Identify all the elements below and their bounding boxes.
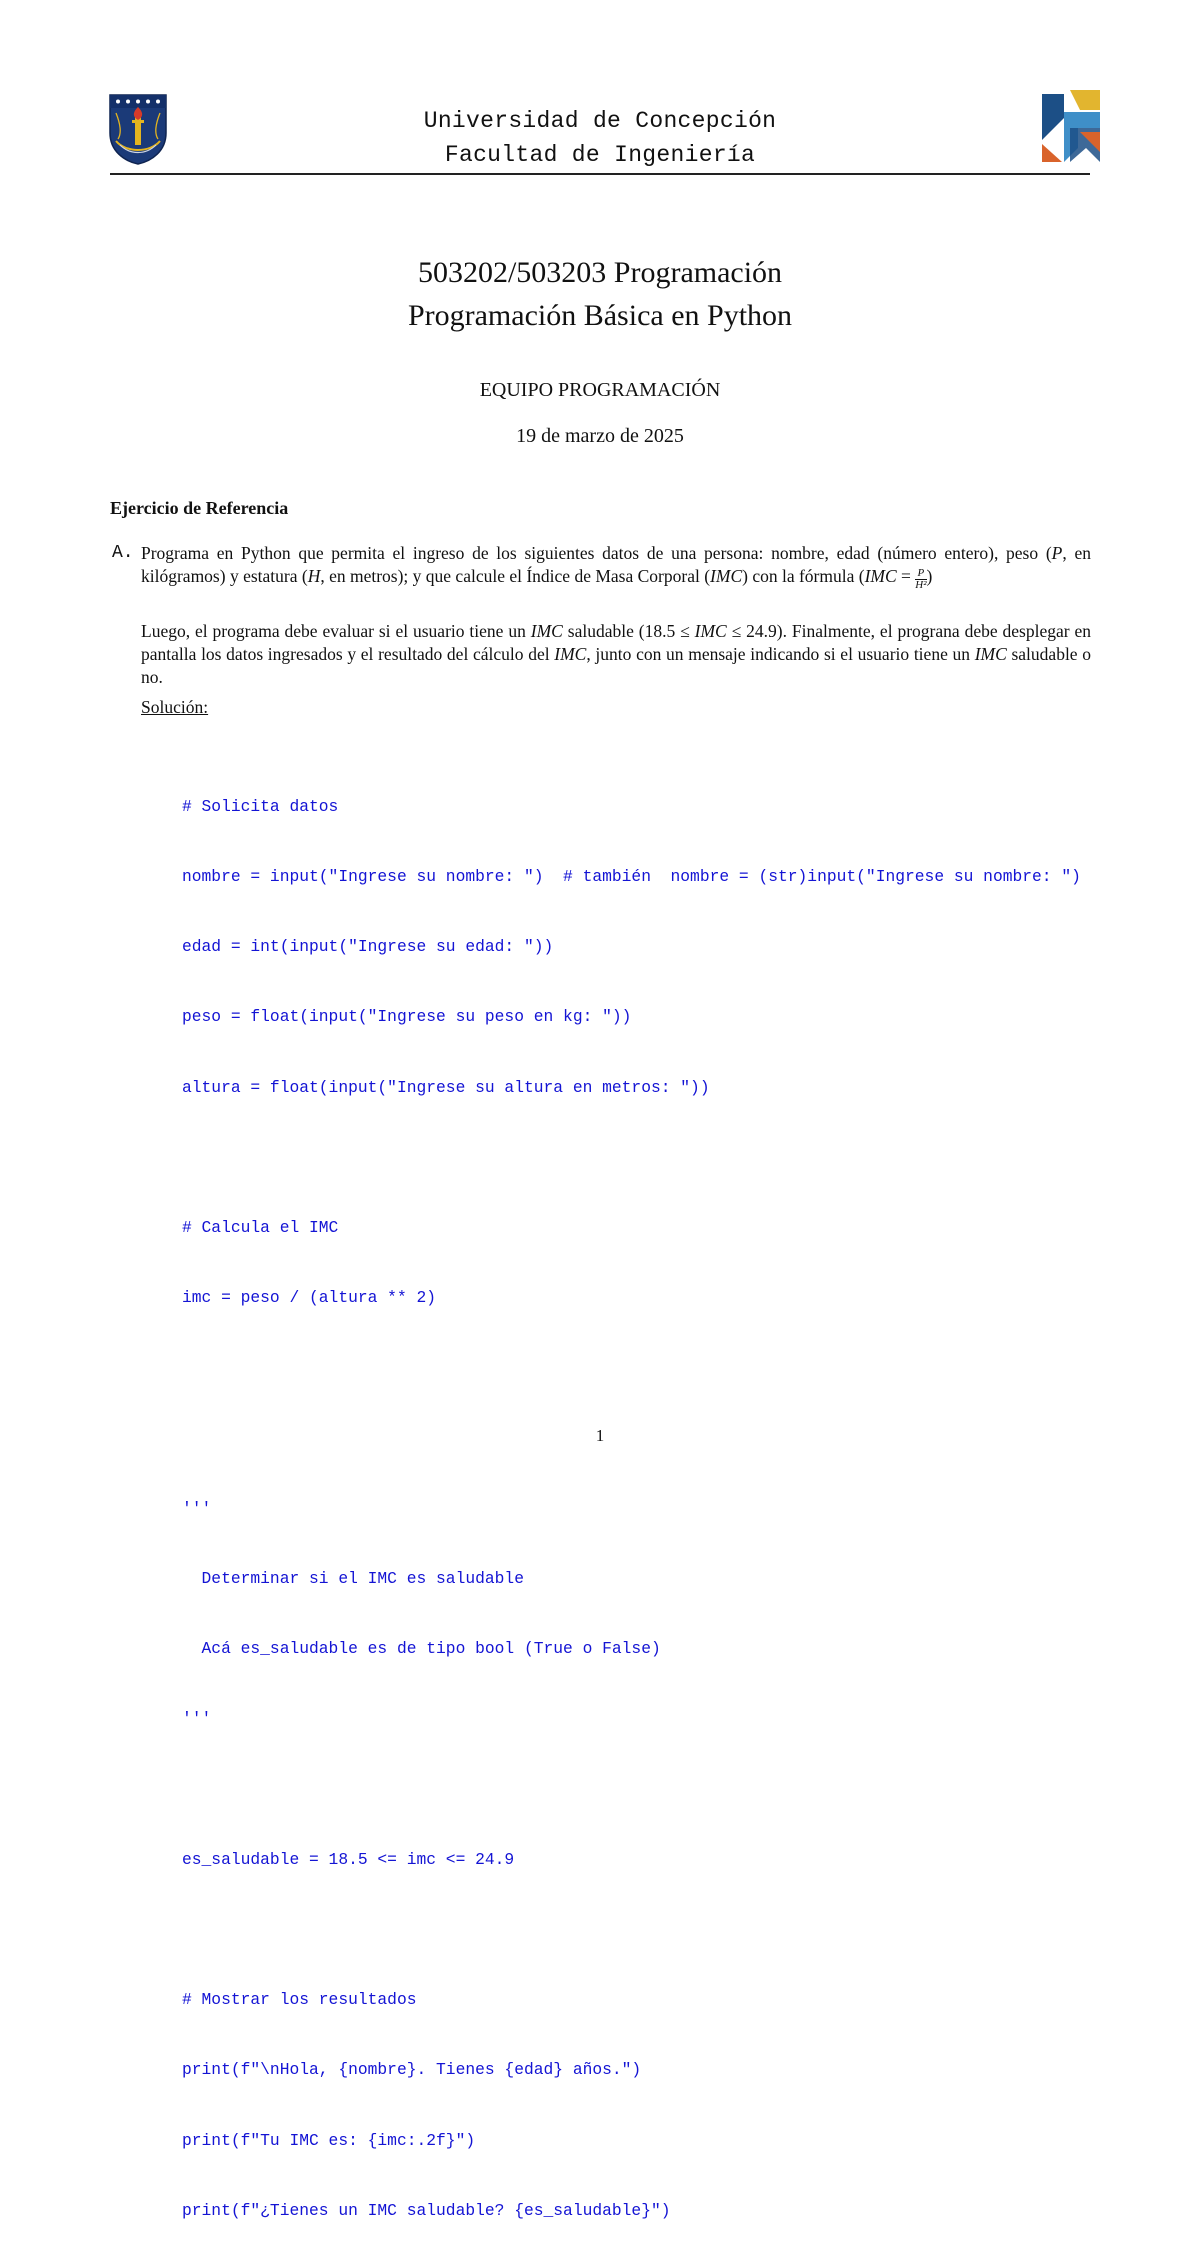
- solution-label: Solución:: [141, 697, 209, 717]
- code-line: # Solicita datos: [182, 796, 339, 816]
- author: EQUIPO PROGRAMACIÓN: [479, 379, 721, 401]
- code-line: # Calcula el IMC: [182, 1218, 339, 1238]
- code-line: ''': [182, 1709, 212, 1729]
- code-line: es_saludable = 18.5 <= imc <= 24.9: [182, 1849, 515, 1869]
- code-line: [182, 1778, 1081, 1801]
- section-title: Ejercicio de Referencia: [110, 498, 289, 518]
- text-run: , en kilógramos) y estatura (: [141, 543, 1091, 586]
- header-divider: [110, 173, 1090, 175]
- date: 19 de marzo de 2025: [516, 425, 684, 447]
- math-var: P: [1051, 543, 1063, 563]
- code-line: nombre = input("Ingrese su nombre: ") # también nombre = (str)input("Ingrese su nombre: "): [182, 867, 1081, 887]
- math-var: IMC: [710, 566, 743, 586]
- text-run: ≤ 24.9). Finalmente, el prograna debe desplegar en pantalla los datos ingresados y el resultado del cálculo del: [141, 621, 1092, 664]
- text-run: ): [926, 566, 933, 586]
- page-number: 1: [595, 1426, 605, 1445]
- math-var: IMC: [864, 566, 897, 586]
- text-run: Programa en Python que permita el ingreso de los siguientes datos de una persona: nombre, edad (número entero), peso (: [141, 543, 1052, 563]
- math-var: IMC: [974, 644, 1007, 664]
- exercise-requirements: [141, 620, 1091, 689]
- faculty-name: Facultad de Ingeniería: [444, 142, 756, 168]
- exercise-statement: [141, 542, 1091, 591]
- code-line: [182, 1356, 1081, 1379]
- text-run: , en metros); y que calcule el Índice de Masa Corporal (: [320, 566, 711, 586]
- math-var: IMC: [694, 621, 727, 641]
- math-var: IMC: [554, 644, 587, 664]
- text-run: saludable o no.: [141, 644, 1092, 687]
- exercise-label: A.: [112, 543, 134, 563]
- code-line: Acá es_saludable es de tipo bool (True o False): [182, 1639, 661, 1659]
- text-run: Luego, el programa debe evaluar si el usuario tiene un: [141, 621, 531, 641]
- fraction-numerator: P: [915, 568, 926, 580]
- code-line: ''': [182, 1498, 212, 1518]
- code-line: [182, 1918, 1081, 1941]
- code-line: [182, 1146, 1081, 1169]
- course-title: 503202/503203 Programación: [417, 256, 783, 289]
- text-run: , junto con un mensaje indicando si el usuario tiene un: [586, 644, 975, 664]
- code-line: edad = int(input("Ingrese su edad: ")): [182, 937, 554, 957]
- code-line: Determinar si el IMC es saludable: [182, 1569, 524, 1589]
- code-line: peso = float(input("Ingrese su peso en kg: ")): [182, 1007, 632, 1027]
- code-line: imc = peso / (altura ** 2): [182, 1288, 437, 1308]
- math-var: IMC: [530, 621, 563, 641]
- code-line: print(f"\nHola, {nombre}. Tienes {edad} años."): [182, 2060, 642, 2080]
- code-line: altura = float(input("Ingrese su altura en metros: ")): [182, 1077, 710, 1097]
- math-operator: =: [896, 566, 916, 586]
- code-line: print(f"¿Tienes un IMC saludable? {es_saludable}"): [182, 2200, 671, 2220]
- code-line: print(f"Tu IMC es: {imc:.2f}"): [182, 2130, 476, 2150]
- text-run: saludable (18.5 ≤: [562, 621, 695, 641]
- university-name: Universidad de Concepción: [423, 108, 777, 134]
- code-block: [182, 748, 1081, 2246]
- math-var: H: [307, 566, 321, 586]
- text-run: ) con la fórmula (: [742, 566, 865, 586]
- document-title: Programación Básica en Python: [407, 299, 793, 332]
- formula-fraction: [915, 568, 926, 591]
- fraction-denominator: H²: [915, 579, 927, 591]
- code-line: # Mostrar los resultados: [182, 1990, 417, 2010]
